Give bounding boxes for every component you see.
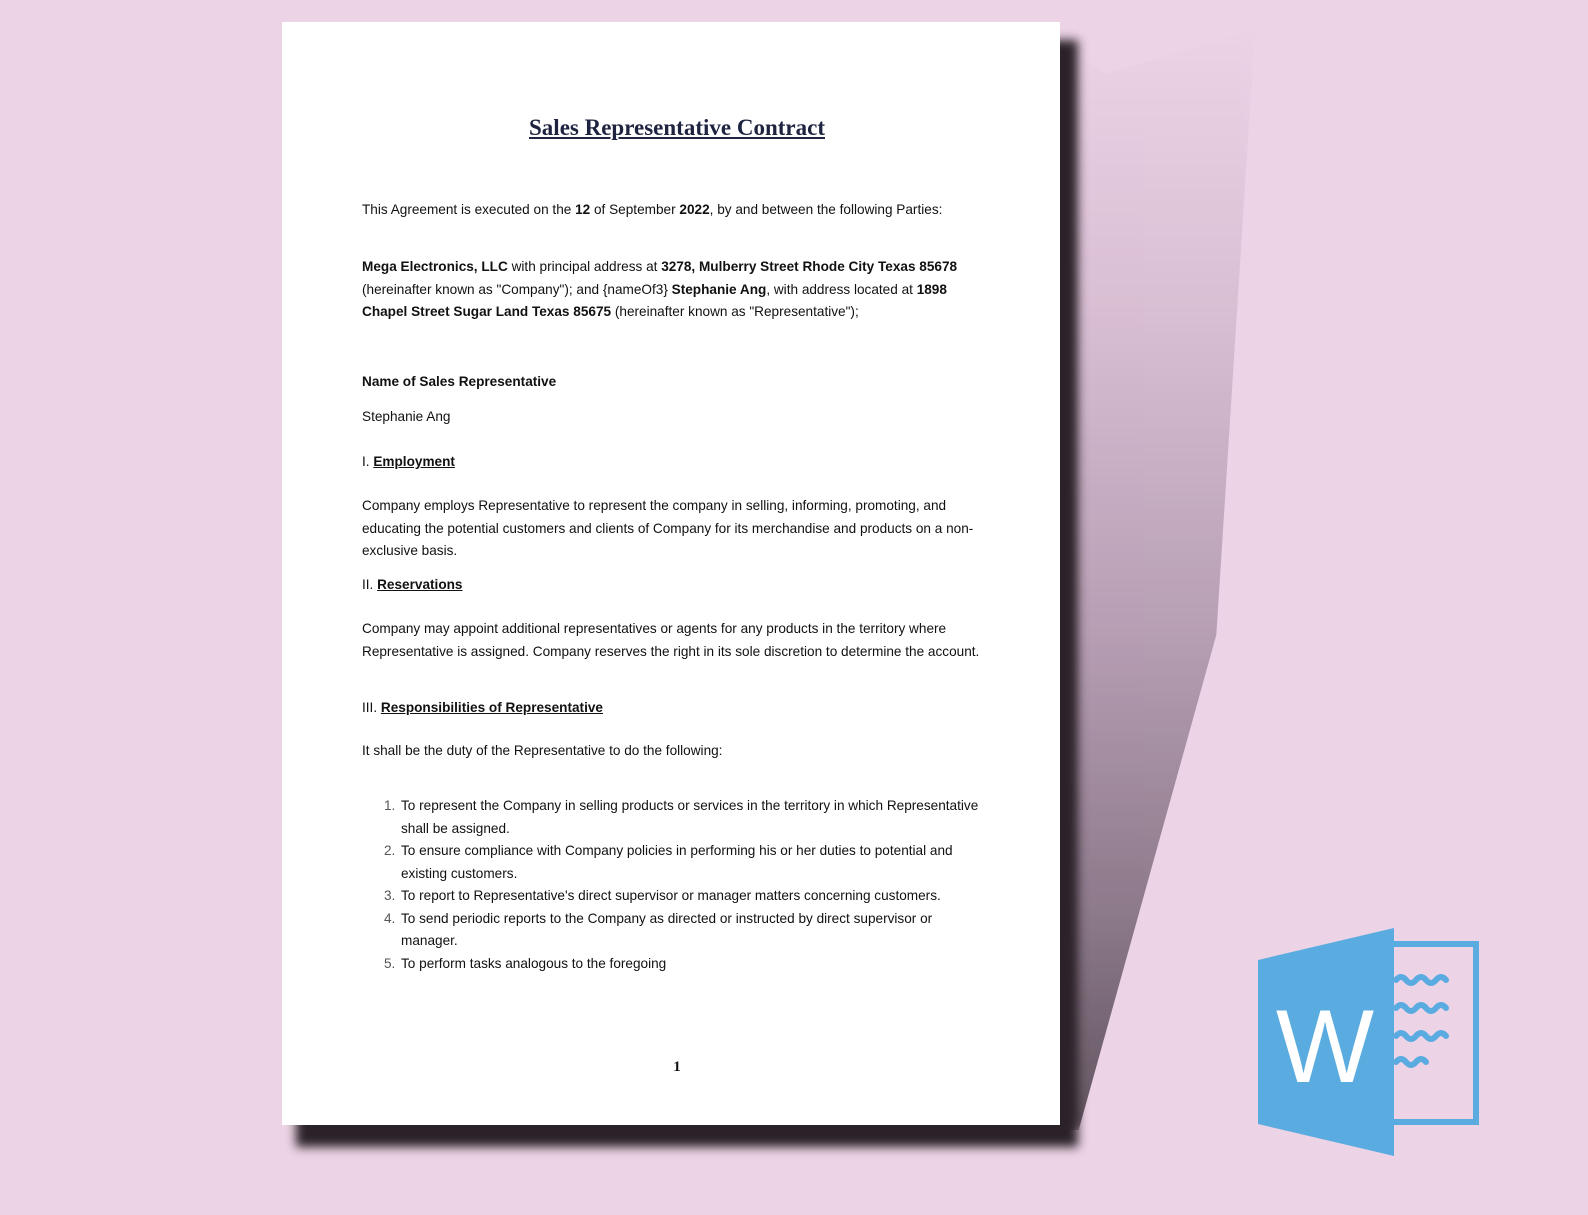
intro-text-2: of September <box>590 202 680 217</box>
intro-text-3: , by and between the following Parties: <box>709 202 943 217</box>
section-title: Responsibilities of Representative <box>380 700 603 715</box>
word-text-lines-icon <box>1396 977 1446 1065</box>
list-item-text: To send periodic reports to the Company as directed or instructed by direct supervisor or manager. <box>401 910 933 948</box>
list-item <box>362 885 982 908</box>
section-heading-employment <box>362 451 455 474</box>
section-heading-reservations <box>362 574 463 597</box>
section-numeral: III. <box>362 700 381 715</box>
list-item-text: To perform tasks analogous to the foregoing <box>401 955 667 971</box>
parties-paragraph <box>362 256 992 324</box>
document-title: Sales Representative Contract <box>529 115 825 140</box>
list-item <box>362 953 982 976</box>
rep-name-value: Stephanie Ang <box>362 409 451 424</box>
section-title: Reservations <box>377 577 463 592</box>
word-letter: W <box>1275 989 1375 1105</box>
list-item-number: 1. <box>384 798 396 813</box>
representative-name: Stephanie Ang <box>671 281 767 297</box>
list-item <box>362 795 982 840</box>
section-heading-responsibilities <box>362 697 603 720</box>
agreement-year: 2022 <box>679 202 710 217</box>
list-item <box>362 908 982 953</box>
section-body-employment: Company employs Representative to represent the company in selling, informing, promoting, and educating the potential customers and clients of Company for its merchandise and products on a non-exclusive basis. <box>362 498 974 558</box>
page-number: 1 <box>673 1059 681 1075</box>
microsoft-word-icon <box>1258 928 1496 1156</box>
parties-text-4: (hereinafter known as "Representative"); <box>611 304 859 319</box>
duties-list <box>362 795 982 975</box>
list-item-number: 5. <box>384 955 396 971</box>
list-item-text: To represent the Company in selling products or services in the territory in which Representative shall be assigned. <box>401 798 979 836</box>
agreement-day: 12 <box>575 202 591 217</box>
rep-name-label: Name of Sales Representative <box>362 374 557 389</box>
section-body-responsibilities: It shall be the duty of the Representative to do the following: <box>362 743 723 758</box>
company-name: Mega Electronics, LLC <box>362 259 508 274</box>
section-numeral: I. <box>362 454 374 469</box>
company-address: 3278, Mulberry Street Rhode City Texas 85678 <box>661 259 958 274</box>
list-item-number: 3. <box>384 888 396 903</box>
intro-text-1: This Agreement is executed on the <box>362 202 576 217</box>
list-item-number: 2. <box>384 843 396 858</box>
list-item-number: 4. <box>384 910 396 926</box>
parties-text-1: with principal address at <box>507 259 662 274</box>
list-item <box>362 840 982 885</box>
representative-address: 1898 Chapel Street Sugar Land Texas 85675 <box>362 281 947 319</box>
intro-paragraph <box>362 199 992 222</box>
section-body-reservations: Company may appoint additional representatives or agents for any products in the territory where Representative is assigned. Company reserves the right in its sole discretion to determine the account. <box>362 621 980 659</box>
section-numeral: II. <box>362 577 378 592</box>
parties-text-3: , with address located at <box>766 281 917 297</box>
list-item-text: To ensure compliance with Company policies in performing his or her duties to potential and existing customers. <box>401 843 953 881</box>
list-item-text: To report to Representative's direct supervisor or manager matters concerning customers. <box>401 888 941 903</box>
parties-text-2: (hereinafter known as "Company"); and {nameOf3} <box>362 281 672 297</box>
document-page <box>282 22 1060 1125</box>
section-title: Employment <box>373 454 455 469</box>
